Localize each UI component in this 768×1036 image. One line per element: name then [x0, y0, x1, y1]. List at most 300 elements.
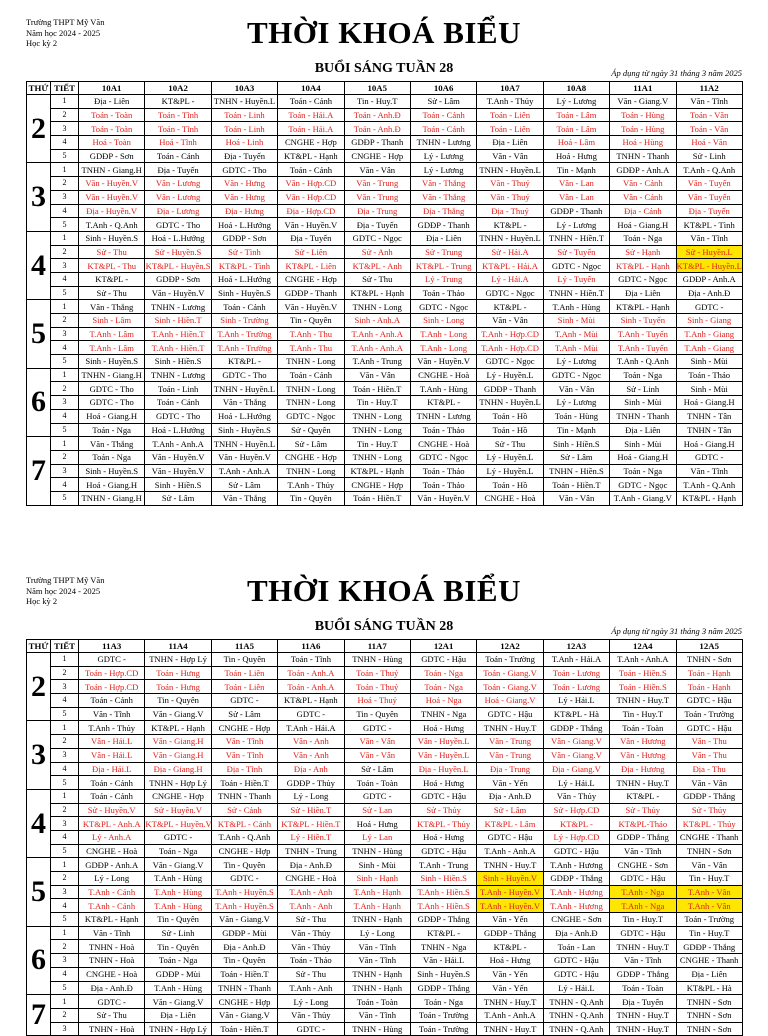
lesson-cell: Lý - Hợp.CD	[543, 830, 609, 844]
lesson-cell: Hoá - Giang.H	[610, 218, 676, 232]
lesson-cell: TNHN - Huy.T	[477, 995, 543, 1009]
lesson-cell: TNHN - Thanh	[211, 789, 277, 803]
lesson-cell: Địa - Huyền.L	[410, 762, 476, 776]
header-row	[27, 82, 743, 95]
lesson-cell: T.Anh - Giang.V	[610, 491, 676, 505]
period-row	[27, 680, 743, 694]
lesson-cell: CNGHE - Hoà	[79, 967, 145, 981]
lesson-cell: Toán - Thuỷ	[344, 680, 410, 694]
day-label: 7	[27, 437, 51, 505]
lesson-cell: Hoá - Lâm	[543, 136, 609, 150]
period-number: 4	[51, 830, 79, 844]
lesson-cell: Địa - Anh	[278, 762, 344, 776]
lesson-cell: Toán - Nga	[410, 680, 476, 694]
period-row	[27, 748, 743, 762]
lesson-cell: Văn - Vân	[344, 163, 410, 177]
lesson-cell: Sử - Thủy	[610, 803, 676, 817]
period-row	[27, 231, 743, 245]
period-row	[27, 218, 743, 232]
day-label: 7	[27, 995, 51, 1036]
lesson-cell: Văn - Giang.V	[543, 748, 609, 762]
lesson-cell: KT&PL - Hạnh	[344, 464, 410, 478]
period-row	[27, 940, 743, 954]
lesson-cell: T.Anh - Hương	[543, 858, 609, 872]
lesson-cell: T.Anh - Hùng	[145, 885, 211, 899]
lesson-cell: Tin - Huy.T	[610, 913, 676, 927]
period-number: 1	[51, 437, 79, 451]
period-number: 3	[51, 327, 79, 341]
lesson-cell: GDTC - Tho	[79, 382, 145, 396]
lesson-cell: KT&PL -	[477, 300, 543, 314]
lesson-cell: Địa - Anh.Đ	[676, 286, 742, 300]
period-row	[27, 341, 743, 355]
lesson-cell: Sinh - Mùi	[676, 382, 742, 396]
period-number: 2	[51, 803, 79, 817]
lesson-cell: TNHN - Hợp Lý	[145, 776, 211, 790]
class-header: 12A1	[410, 640, 476, 653]
lesson-cell: Địa - Giang.H	[145, 762, 211, 776]
lesson-cell: T.Anh - Giang	[676, 327, 742, 341]
lesson-cell: Lý - Tuyến	[543, 272, 609, 286]
lesson-cell: Hoá - L.Hướng	[211, 272, 277, 286]
period-number: 5	[51, 844, 79, 858]
lesson-cell: Văn - Vân	[344, 735, 410, 749]
lesson-cell: Văn - Thu	[676, 735, 742, 749]
period-number: 2	[51, 872, 79, 886]
period-row	[27, 272, 743, 286]
lesson-cell: TNHN - Nga	[410, 940, 476, 954]
lesson-cell: Toán - Thảo	[278, 954, 344, 968]
lesson-cell: CNGHE - Hợp	[211, 721, 277, 735]
lesson-cell: Sử - Trung	[410, 245, 476, 259]
lesson-cell: Sinh - Huyền.V	[477, 872, 543, 886]
lesson-cell: KT&PL -	[145, 95, 211, 109]
lesson-cell: T.Anh - Hương	[543, 885, 609, 899]
lesson-cell: Toán - Tĩnh	[145, 108, 211, 122]
class-header: 10A4	[278, 82, 344, 95]
lesson-cell: Lý - Long	[278, 789, 344, 803]
period-row	[27, 450, 743, 464]
lesson-cell: Hoá - Toàn	[79, 136, 145, 150]
lesson-cell: Địa - Giang.V	[543, 762, 609, 776]
lesson-cell: Toán - Liên	[477, 122, 543, 136]
period-number: 3	[51, 748, 79, 762]
period-row	[27, 437, 743, 451]
lesson-cell: Sử - Hợp.CD	[543, 803, 609, 817]
lesson-cell: Văn - Tĩnh	[676, 95, 742, 109]
lesson-cell: Lý - Trung	[410, 272, 476, 286]
lesson-cell: T.Anh - Hải.A	[278, 721, 344, 735]
lesson-cell: Địa - Huyền.V	[79, 204, 145, 218]
period-number: 3	[51, 464, 79, 478]
lesson-cell: Sử - Lâm	[477, 803, 543, 817]
lesson-cell: T.Anh - Hùng	[145, 872, 211, 886]
lesson-cell: GDTC - Ngọc	[610, 478, 676, 492]
lesson-cell: Toán - Hưng	[145, 666, 211, 680]
period-row	[27, 314, 743, 328]
lesson-cell: GDĐP - Thắng	[410, 913, 476, 927]
lesson-cell: TNHN - Long	[278, 464, 344, 478]
lesson-cell: T.Anh - Q.Anh	[211, 830, 277, 844]
lesson-cell: T.Anh - Huyền.S	[211, 899, 277, 913]
lesson-cell: Văn - Cảnh	[610, 177, 676, 191]
lesson-cell: Lý - Lương	[543, 218, 609, 232]
lesson-cell: T.Anh - Thủy	[477, 95, 543, 109]
lesson-cell: Địa - Liên	[145, 1008, 211, 1022]
lesson-cell: Văn - Hợp.CD	[278, 177, 344, 191]
lesson-cell: Tin - Huy.T	[344, 396, 410, 410]
period-row	[27, 762, 743, 776]
lesson-cell: GDTC - Ngọc	[477, 286, 543, 300]
lesson-cell: TNHN - Huy.T	[610, 694, 676, 708]
lesson-cell: T.Anh - Thu	[278, 341, 344, 355]
lesson-cell: GDĐP - Thắng	[610, 830, 676, 844]
lesson-cell: Văn - Huyền.V	[145, 286, 211, 300]
period-number: 5	[51, 218, 79, 232]
lesson-cell: Văn - Thủy	[278, 1008, 344, 1022]
lesson-cell: KT&PL-Thảo	[610, 817, 676, 831]
class-header: 12A5	[676, 640, 742, 653]
lesson-cell: TNHN - Hạnh	[344, 913, 410, 927]
period-number: 5	[51, 491, 79, 505]
lesson-cell: Toán - Anh.Đ	[344, 122, 410, 136]
period-row	[27, 707, 743, 721]
period-number: 4	[51, 478, 79, 492]
lesson-cell: T.Anh - Hợp.CD	[477, 341, 543, 355]
lesson-cell: Toán - Nga	[79, 423, 145, 437]
lesson-cell: Sử - Lâm	[211, 478, 277, 492]
period-number: 2	[51, 108, 79, 122]
lesson-cell: Văn - Thắng	[211, 396, 277, 410]
lesson-cell: TNHN - Hợp Lý	[145, 653, 211, 667]
lesson-cell: Toán - Giang.V	[477, 680, 543, 694]
lesson-cell: GDĐP - Thủy	[278, 776, 344, 790]
lesson-cell: Toán - Cảnh	[145, 149, 211, 163]
period-number: 5	[51, 355, 79, 369]
lesson-cell: GDTC - Ngọc	[410, 300, 476, 314]
lesson-cell: GDĐP - Thắng	[676, 789, 742, 803]
lesson-cell: Văn - Hải.L	[410, 954, 476, 968]
lesson-cell: GDĐP - Thanh	[543, 204, 609, 218]
period-row	[27, 817, 743, 831]
lesson-cell: Văn - Huyền.L	[410, 748, 476, 762]
page-title: THỜI KHOÁ BIỂU	[247, 573, 521, 608]
lesson-cell: Sử - Thu	[79, 1008, 145, 1022]
class-header: 10A7	[477, 82, 543, 95]
lesson-cell: GDTC - Ngọc	[477, 355, 543, 369]
effective-date: Áp dụng từ ngày 31 tháng 3 năm 2025	[611, 626, 742, 636]
period-row	[27, 149, 743, 163]
lesson-cell: Địa - Thu	[676, 762, 742, 776]
lesson-cell: TNHN - Long	[278, 382, 344, 396]
lesson-cell: T.Anh - Cảnh	[79, 885, 145, 899]
lesson-cell: Toán - Anh.A	[278, 666, 344, 680]
lesson-cell: TNHN - Huyền.L	[477, 231, 543, 245]
lesson-cell: Văn - Thắng	[79, 437, 145, 451]
lesson-cell: Địa - Tuyến	[344, 218, 410, 232]
lesson-cell: Toán - Nga	[410, 666, 476, 680]
lesson-cell: Hoá - Giang.H	[676, 396, 742, 410]
lesson-cell: T.Anh - Hiền.T	[145, 327, 211, 341]
lesson-cell: T.Anh - Hiền.T	[145, 341, 211, 355]
lesson-cell: T.Anh - Hùng	[410, 382, 476, 396]
period-number: 1	[51, 300, 79, 314]
period-number: 1	[51, 368, 79, 382]
lesson-cell: KT&PL -	[477, 940, 543, 954]
period-number: 4	[51, 409, 79, 423]
lesson-cell: Văn - Yến	[477, 967, 543, 981]
lesson-cell: Tin - Quyên	[145, 913, 211, 927]
period-number: 5	[51, 981, 79, 995]
lesson-cell: TNHN - Hùng	[344, 1022, 410, 1036]
lesson-cell: CNGHE - Hợp	[211, 844, 277, 858]
lesson-cell: Tin - Quyên	[278, 314, 344, 328]
lesson-cell: Văn - Huyền.V	[410, 355, 476, 369]
lesson-cell: GDTC -	[676, 300, 742, 314]
lesson-cell: CNGHE - Hợp	[344, 149, 410, 163]
lesson-cell: Sử - Lâm	[543, 450, 609, 464]
lesson-cell: Văn - Vân	[477, 314, 543, 328]
lesson-cell: TNHN - Tân	[676, 409, 742, 423]
lesson-cell: Toán - Hạnh	[676, 680, 742, 694]
lesson-cell: Toán - Cảnh	[79, 776, 145, 790]
lesson-cell: Tin - Huy.T	[344, 437, 410, 451]
lesson-cell: Địa - Liên	[79, 95, 145, 109]
lesson-cell: Toán - Lương	[543, 666, 609, 680]
lesson-cell: Lý - Hiền.T	[278, 830, 344, 844]
lesson-cell: Địa - Tuyến	[211, 149, 277, 163]
lesson-cell: KT&PL - Huyền.L	[676, 260, 742, 271]
lesson-cell: Hoá - Giang.H	[79, 409, 145, 423]
lesson-cell: Hoá - Linh	[211, 136, 277, 150]
lesson-cell: KT&PL - Hạnh	[79, 913, 145, 927]
class-header: 11A3	[79, 640, 145, 653]
lesson-cell: GDTC - Hậu	[610, 872, 676, 886]
lesson-cell: Văn - Huyền.V	[278, 218, 344, 232]
lesson-cell: Địa - Tĩnh	[211, 762, 277, 776]
lesson-cell: CNGHE - Hoà	[410, 368, 476, 382]
lesson-cell: Văn - Thuỷ	[477, 190, 543, 204]
page-subtitle: BUỔI SÁNG TUẦN 28	[314, 619, 454, 634]
lesson-cell: CNGHE - Sơn	[543, 913, 609, 927]
period-number: 4	[51, 341, 79, 355]
lesson-cell: GDĐP - Anh.A	[79, 858, 145, 872]
lesson-cell: Văn - Thắng	[79, 300, 145, 314]
lesson-cell: GDTC -	[344, 721, 410, 735]
lesson-cell: TNHN - Hạnh	[344, 967, 410, 981]
lesson-cell: Sinh - Mùi	[543, 314, 609, 328]
lesson-cell: Toán - Cảnh	[278, 163, 344, 177]
lesson-cell: T.Anh - Anh.A	[145, 437, 211, 451]
lesson-cell: KT&PL - Hạnh	[610, 259, 676, 273]
lesson-cell: Sinh - Hiền.S	[145, 478, 211, 492]
lesson-cell: TNHN - Sơn	[676, 1008, 742, 1022]
lesson-cell: Văn - Huyền.L	[410, 735, 476, 749]
class-header: 11A5	[211, 640, 277, 653]
lesson-cell: T.Anh - Lâm	[79, 341, 145, 355]
lesson-cell: Lý - Lan	[344, 830, 410, 844]
lesson-cell: Sử - Thu	[344, 272, 410, 286]
lesson-cell: Địa - Anh.Đ	[79, 981, 145, 995]
lesson-cell: TNHN - Hoà	[79, 1022, 145, 1036]
lesson-cell: Toán - Hạnh	[676, 666, 742, 680]
lesson-cell: Địa - Lương	[145, 204, 211, 218]
lesson-cell: TNHN - Sơn	[676, 1022, 742, 1036]
lesson-cell: GDĐP - Thanh	[344, 136, 410, 150]
lesson-cell: Toán - Nga	[610, 464, 676, 478]
period-number: 2	[51, 382, 79, 396]
lesson-cell: T.Anh - Trung	[344, 355, 410, 369]
lesson-cell: Văn - Vân	[477, 149, 543, 163]
lesson-cell: Địa - Anh.Đ	[477, 789, 543, 803]
lesson-cell: Lý - Huyền.L	[477, 368, 543, 382]
lesson-cell: Toán - Linh	[211, 108, 277, 122]
lesson-cell: Sử - Linh	[610, 382, 676, 396]
lesson-cell: T.Anh - Long	[410, 327, 476, 341]
period-row	[27, 177, 743, 191]
lesson-cell: Văn - Lan	[543, 190, 609, 204]
lesson-cell: Địa - Hải.L	[79, 762, 145, 776]
timetable	[26, 81, 743, 506]
lesson-cell: KT&PL - Hạnh	[278, 149, 344, 163]
lesson-cell: TNHN - Q.Anh	[543, 1008, 609, 1022]
lesson-cell: Toán - Hải.A	[278, 108, 344, 122]
lesson-cell: GDTC - Ngọc	[344, 231, 410, 245]
lesson-cell: Toán - Toàn	[610, 981, 676, 995]
period-row	[27, 259, 743, 273]
lesson-cell: GDTC -	[211, 872, 277, 886]
lesson-cell: Văn - Hương	[610, 735, 676, 749]
period-number: 1	[51, 789, 79, 803]
lesson-cell: Toán - Nga	[610, 368, 676, 382]
lesson-cell: TNHN - Hoà	[79, 954, 145, 968]
lesson-cell: Địa - Liên	[676, 967, 742, 981]
lesson-cell: Toán - Hiền.T	[211, 776, 277, 790]
lesson-cell: Sử - Thu	[278, 913, 344, 927]
lesson-cell: Địa - Liên	[610, 286, 676, 300]
lesson-cell: GDĐP - Anh.A	[610, 163, 676, 177]
class-header: 10A1	[79, 82, 145, 95]
school-term: Học kỳ 2	[26, 596, 58, 606]
lesson-cell: GDĐP - Sơn	[145, 272, 211, 286]
lesson-cell: Toán - Thảo	[410, 478, 476, 492]
page-subtitle: BUỔI SÁNG TUẦN 28	[314, 61, 454, 76]
lesson-cell: GDTC -	[278, 1022, 344, 1036]
lesson-cell: Toán - Trường	[676, 707, 742, 721]
lesson-cell: Toán - Hợp.CD	[79, 680, 145, 694]
lesson-cell: Sử - Thủy	[410, 803, 476, 817]
period-row	[27, 327, 743, 341]
period-number: 1	[51, 231, 79, 245]
period-number: 4	[51, 136, 79, 150]
lesson-cell: Toán - Hùng	[610, 122, 676, 136]
lesson-cell: Văn - Giang.V	[610, 95, 676, 109]
lesson-cell: Văn - Hưng	[211, 177, 277, 191]
lesson-cell: Văn - Vân	[676, 776, 742, 790]
lesson-cell: Văn - Tĩnh	[344, 1008, 410, 1022]
period-row	[27, 995, 743, 1009]
lesson-cell: GDTC - Tho	[211, 163, 277, 177]
lesson-cell: Sử - Linh	[145, 926, 211, 940]
lesson-cell: Văn - Huyền.V	[79, 190, 145, 204]
lesson-cell: GDTC - Hậu	[477, 707, 543, 721]
lesson-cell: Toán - Văn	[676, 108, 742, 122]
lesson-cell: Sinh - Hạnh	[344, 872, 410, 886]
lesson-cell: Văn - Thắng	[410, 177, 476, 191]
lesson-cell: KT&PL - Hạnh	[278, 694, 344, 708]
lesson-cell: GDTC - Ngọc	[543, 259, 609, 273]
lesson-cell: T.Anh - Hải.A	[543, 653, 609, 667]
lesson-cell: Hoá - Hưng	[410, 721, 476, 735]
period-row	[27, 981, 743, 995]
lesson-cell: KT&PL - Hạnh	[344, 286, 410, 300]
lesson-cell: Tin - Huy.T	[344, 95, 410, 109]
lesson-cell: Sử - Lâm	[278, 437, 344, 451]
period-row	[27, 885, 743, 899]
period-row	[27, 721, 743, 735]
lesson-cell: Sử - Anh	[344, 245, 410, 259]
lesson-cell: GDĐP - Thắng	[410, 981, 476, 995]
lesson-cell: Văn - Giang.H	[145, 748, 211, 762]
lesson-cell: Địa - Anh.Đ	[278, 858, 344, 872]
lesson-cell: TNHN - Lương	[145, 368, 211, 382]
day-label: 5	[27, 858, 51, 926]
lesson-cell: KT&PL - Anh	[344, 259, 410, 273]
lesson-cell: Văn - Huyền.V	[145, 464, 211, 478]
day-label: 4	[27, 789, 51, 857]
lesson-cell: GDTC - Hậu	[676, 721, 742, 735]
lesson-cell: Hoá - Giang.V	[477, 694, 543, 708]
lesson-cell: GDĐP - Anh.A	[676, 272, 742, 286]
lesson-cell: KT&PL - Hạnh	[676, 491, 742, 505]
lesson-cell: TNHN - Huy.T	[610, 940, 676, 954]
lesson-cell: Sinh - Mùi	[610, 396, 676, 410]
period-number: 2	[51, 245, 79, 259]
lesson-cell: Văn - Vân	[344, 748, 410, 762]
period-row	[27, 409, 743, 423]
lesson-cell: GDTC - Hậu	[543, 844, 609, 858]
lesson-cell: Hoá - Văn	[676, 136, 742, 150]
lesson-cell: T.Anh - Trung	[410, 858, 476, 872]
lesson-cell: Văn - Tĩnh	[79, 926, 145, 940]
lesson-cell: Địa - Thuỷ	[477, 204, 543, 218]
lesson-cell: T.Anh - Q.Anh	[79, 218, 145, 232]
lesson-cell: Văn - Giang.V	[543, 735, 609, 749]
lesson-cell: GDTC - Hậu	[543, 967, 609, 981]
lesson-cell: Lý - Hải.L	[543, 776, 609, 790]
lesson-cell: T.Anh - Anh	[278, 981, 344, 995]
lesson-cell: Sinh - Hiền.T	[145, 314, 211, 328]
lesson-cell: Sinh - Trường	[211, 314, 277, 328]
period-number: 5	[51, 707, 79, 721]
lesson-cell: Hoá - Hưng	[410, 830, 476, 844]
lesson-cell: Toán - Cảnh	[211, 300, 277, 314]
lesson-cell: GDĐP - Mùi	[211, 926, 277, 940]
lesson-cell: GDĐP - Sơn	[211, 231, 277, 245]
lesson-cell: Sử - Thu	[278, 967, 344, 981]
lesson-cell: T.Anh - Tuyến	[610, 341, 676, 355]
lesson-cell: Sử - Huyền.V	[79, 803, 145, 817]
lesson-cell: Văn - Thủy	[278, 926, 344, 940]
lesson-cell: Sử - Lâm	[211, 707, 277, 721]
lesson-cell: Sinh - Hiền.S	[145, 355, 211, 369]
lesson-cell: TNHN - Huyền.L	[211, 437, 277, 451]
lesson-cell: KT&PL -	[79, 272, 145, 286]
period-number: 4	[51, 967, 79, 981]
lesson-cell: T.Anh - Hiền.S	[410, 899, 476, 913]
lesson-cell: KT&PL - Thủy	[676, 817, 742, 831]
class-header: 11A2	[676, 82, 742, 95]
